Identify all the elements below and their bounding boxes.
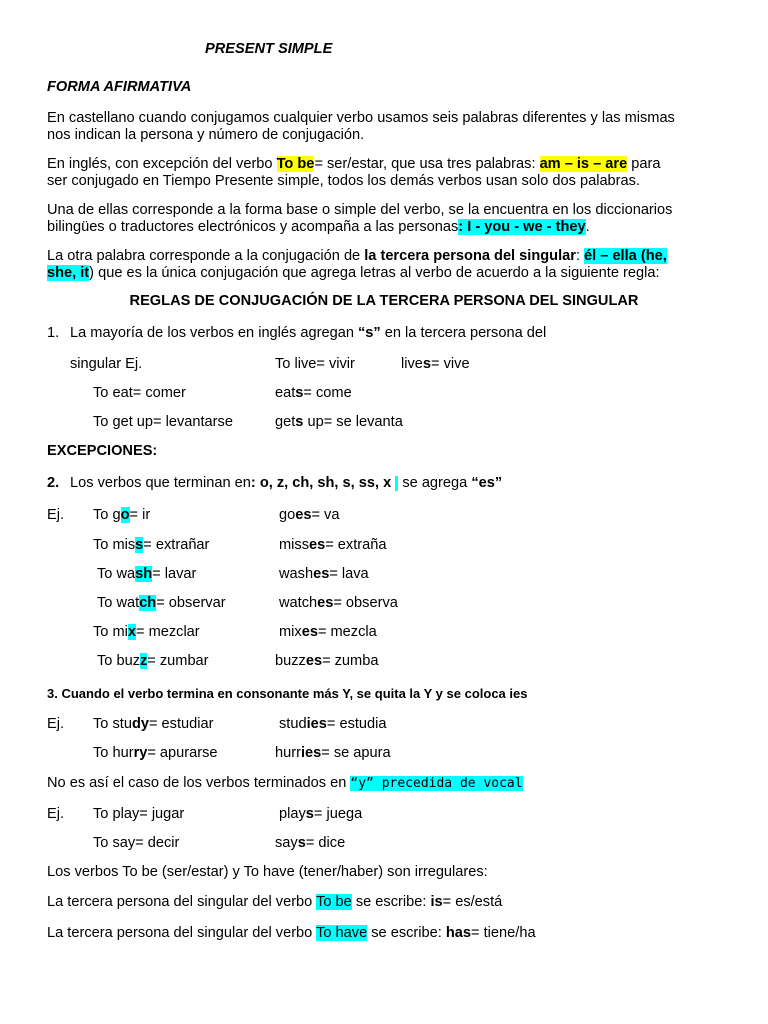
example-to-play: To play= jugar [93,806,185,822]
section-heading-afirmativa: FORMA AFIRMATIVA [47,79,192,95]
paragraph-2-line-2: ser conjugado en Tiempo Presente simple, todos los demás verbos usan solo dos palabras. [47,173,641,189]
highlight-persons: : I - you - we - they [458,219,586,235]
example-studies: studies= estudia [279,716,387,732]
rule-1-number: 1. [47,325,60,341]
example-lives: lives= vive [401,356,470,372]
example-to-live: To live= vivir [275,356,355,372]
example-washes: washes= lava [279,566,369,582]
example-watches: watches= observa [279,595,398,611]
example-gets-up: gets up= se levanta [275,414,403,430]
highlight-to-have: To have [316,925,368,941]
to-be-third-person: La tercera persona del singular del verbo To be se escribe: is= es/está [47,894,503,910]
example-mixes: mixes= mezcla [279,624,377,640]
paragraph-4-line-1: La otra palabra corresponde a la conjugación de la tercera persona del singular: él – ella (he, [47,248,667,264]
paragraph-1-line-1: En castellano cuando conjugamos cualquier verbo usamos seis palabras diferentes y las mismas [47,110,675,126]
rule-3-text: 3. Cuando el verbo termina en consonante más Y, se quita la Y y se coloca ies [47,686,528,701]
example-to-hurry: To hurry= apurarse [93,745,218,761]
page-title: PRESENT SIMPLE [205,41,333,57]
rule-2-number: 2. [47,475,60,491]
example-to-study: To study= estudiar [93,716,214,732]
paragraph-1-line-2: nos indican la persona y número de conjugación. [47,127,365,143]
example-to-miss: To miss= extrañar [93,537,210,553]
highlight-el-ella: él – ella (he, [584,248,667,264]
paragraph-2-line-1: En inglés, con excepción del verbo To be= ser/estar, que usa tres palabras: am – is – are para [47,156,661,172]
highlight-am-is-are: am – is – are [539,156,628,172]
to-have-third-person: La tercera persona del singular del verbo To have se escribe: has= tiene/ha [47,925,536,941]
rule-2-ej: Ej. [47,507,65,523]
example-plays: plays= juega [279,806,363,822]
example-to-get-up: To get up= levantarse [93,414,233,430]
example-to-watch: To watch= observar [97,595,226,611]
paragraph-4-line-2: she, it) que es la única conjugación que agrega letras al verbo de acuerdo a la siguiente regla: [47,265,660,281]
highlight-she-it: she, it [47,265,90,281]
highlight-y-vocal: “y” precedida de vocal [350,776,523,791]
example-to-eat: To eat= comer [93,385,186,401]
paragraph-3-line-2: bilingües o traductores electrónicos y acompaña a las personas: I - you - we - they. [47,219,590,235]
example-eats: eats= come [275,385,352,401]
example-to-wash: To wash= lavar [97,566,197,582]
example-to-go: To go= ir [93,507,151,523]
paragraph-3-line-1: Una de ellas corresponde a la forma base o simple del verbo, se la encuentra en los diccionarios [47,202,673,218]
example-says: says= dice [275,835,346,851]
example-to-mix: To mix= mezclar [93,624,200,640]
exceptions-heading: EXCEPCIONES: [47,443,158,459]
rule-3-ej: Ej. [47,716,65,732]
highlight-to-be: To be [276,156,315,172]
irregular-verbs-note: Los verbos To be (ser/estar) y To have (tener/haber) son irregulares: [47,864,488,880]
rule-1-example-label: singular Ej. [70,356,143,372]
example-misses: misses= extraña [279,537,387,553]
vowel-y-note: No es así el caso de los verbos terminados en “y” precedida de vocal [47,775,523,791]
highlight-to-be-2: To be [316,894,352,910]
rule-1-text: La mayoría de los verbos en inglés agregan “s” en la tercera persona del [70,325,547,341]
example-to-say: To say= decir [93,835,180,851]
example-buzzes: buzzes= zumba [275,653,379,669]
rule-4-ej: Ej. [47,806,65,822]
example-goes: goes= va [279,507,340,523]
example-to-buzz: To buzz= zumbar [97,653,209,669]
rules-heading: REGLAS DE CONJUGACIÓN DE LA TERCERA PERSONA DEL SINGULAR [129,293,639,309]
rule-2-text: Los verbos que terminan en: o, z, ch, sh, s, ss, x se agrega “es” [70,475,503,491]
example-hurries: hurries= se apura [275,745,391,761]
